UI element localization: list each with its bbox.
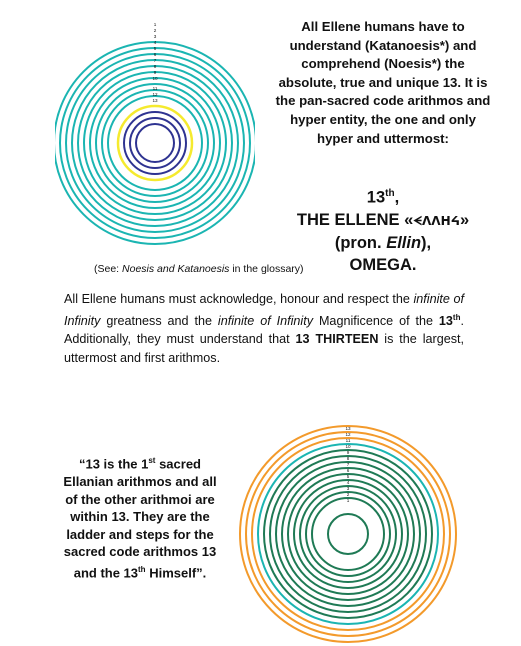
top-ring-13 (130, 118, 180, 168)
see-link-text: Noesis and Katanoesis (122, 263, 230, 275)
quote-sup: st (148, 456, 156, 465)
para-text: greatness and the (100, 313, 218, 328)
heading-line-number (273, 183, 493, 209)
body-paragraph (64, 290, 464, 368)
top-concentric-rings-figure (55, 18, 255, 258)
top-ring-label: 9 (153, 70, 157, 75)
top-ring-label: 3 (153, 34, 157, 39)
heading-omega: OMEGA. (349, 255, 417, 274)
bottom-ring-1 (312, 498, 384, 570)
bottom-ring-2 (306, 492, 390, 576)
sacred-quote (60, 452, 220, 582)
heading-name-prefix: THE ELLENE « (296, 210, 414, 229)
bottom-ring-label: 3 (346, 486, 350, 491)
top-ring-label: 7 (153, 58, 157, 63)
bottom-ring-label: 8 (346, 456, 350, 461)
heading-name-suffix: » (459, 210, 470, 229)
para-text: All Ellene humans must acknowledge, honour and respect the (64, 292, 414, 306)
top-ring-14 (136, 124, 174, 162)
para-text: is the largest, uttermost and first arithmos. (64, 332, 464, 365)
top-ring-label: 6 (153, 52, 157, 57)
bottom-ring-label: 6 (346, 468, 350, 473)
top-ring-label: 1 (153, 22, 157, 27)
top-ring-label: 2 (153, 28, 157, 33)
bottom-ring-label: 13 (345, 426, 351, 431)
heading-pron-prefix: (pron. (334, 233, 387, 252)
para-text: . Additionally, they must understand that (64, 313, 464, 347)
heading-pron-suffix: ), (421, 233, 432, 252)
see-prefix: (See: (94, 263, 123, 275)
intro-text: All Ellene humans have to understand (Katanoesis*) and comprehend (Noesis*) the absolute, true and unique 13. It is the pan-sacred code arithmos and hyper entity, the one and only hyper and uttermost: (275, 19, 491, 146)
para-italic: infinite of Infinity (64, 292, 465, 328)
para-text: Magnificence of the (313, 313, 439, 328)
bottom-ring-label: 5 (346, 474, 350, 479)
bottom-ring-label: 10 (345, 444, 351, 449)
see-suffix: in the glossary) (229, 263, 304, 275)
top-ring-label: 8 (153, 64, 157, 69)
quote-part: “13 is the 1 (78, 456, 149, 472)
bottom-ring-core (328, 514, 368, 554)
quote-part: sacred Ellanian arithmos and all of the other arithmoi are within 13. They are the ladder and steps for the sacred code arithmos 13 and the 13 (63, 456, 217, 581)
bottom-concentric-rings-figure (236, 422, 460, 646)
heading-glyphs: ᗕᐱᐱᕼᔦ (413, 213, 460, 228)
bottom-ring-label: 1 (346, 498, 350, 503)
heading-pron-word: Ellin (386, 233, 422, 252)
para-italic: infinite of Infinity (217, 313, 314, 328)
heading-comma: , (394, 188, 400, 207)
top-ring-label: 13 (152, 98, 158, 103)
para-bold: 13 THIRTEEN (295, 332, 379, 347)
bottom-ring-label: 12 (345, 432, 351, 437)
bottom-ring-label: 7 (346, 462, 350, 467)
bottom-ring-label: 9 (346, 450, 350, 455)
bottom-ring-label: 11 (345, 438, 351, 443)
top-ring-10 (108, 96, 202, 190)
top-ring-label: 12 (152, 92, 158, 97)
heading-line-name (273, 209, 493, 232)
bottom-ring-label: 4 (346, 480, 350, 485)
top-ring-label: 10 (152, 76, 158, 81)
top-ring-label: 4 (153, 40, 157, 45)
quote-part: Himself”. (145, 565, 207, 581)
top-ring-label: 5 (153, 46, 157, 51)
top-ring-labels (152, 22, 158, 103)
top-ring-label: 11 (152, 86, 158, 91)
bottom-ring-label: 2 (346, 492, 350, 497)
para-bold: 13 (438, 313, 453, 328)
heading-number: 13 (366, 188, 386, 207)
para-sup-text: th (452, 312, 461, 322)
heading-line-pron (273, 232, 493, 254)
top-ring-12 (124, 112, 186, 174)
see-glossary-note (94, 263, 304, 275)
heading-ordinal: th (385, 188, 395, 199)
omega-heading (273, 183, 493, 276)
quote-sup: th (138, 564, 146, 574)
